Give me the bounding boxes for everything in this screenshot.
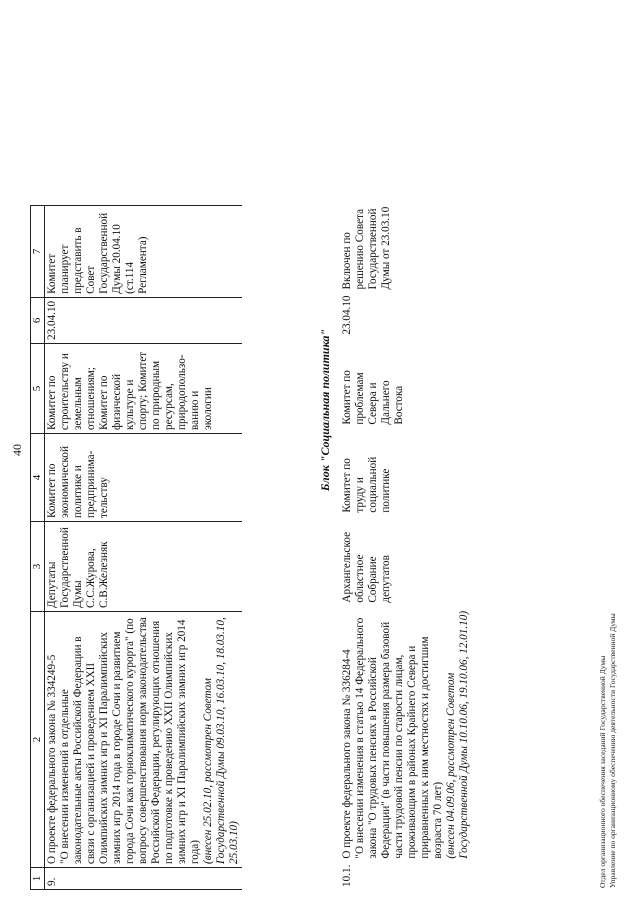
footer <box>598 613 618 888</box>
initiator-cell: Архангельское областное Собрание депутатов <box>341 531 392 603</box>
co-executors-cell: Комитет по проблемам Севера и Дальнего Востока <box>341 370 405 425</box>
bill-title: О проекте федерального закона № 334249-5 <box>45 654 58 864</box>
footer-line-2: Управление по организационному обеспечению деятельности Государственной Думы <box>608 613 618 888</box>
date-cell: 23.04.10 <box>44 297 241 343</box>
table-row <box>340 200 472 890</box>
agenda-table-continued <box>340 200 472 890</box>
bill-title: О проекте федерального закона № 336284-4 <box>341 649 353 859</box>
responsible-committee-cell: Комитет по труду и социальной политике <box>341 456 392 513</box>
bill-note: (внесен 04.09.06, рассмотрен Советом Государственной Думы 10.10.06, 19.10.06, 12.01.10) <box>444 610 470 859</box>
initiator-cell: Депутаты Государственной Думы С.С.Журова, С.В.Железняк <box>44 522 241 612</box>
bill-note: (внесен 25.02.10, рассмотрен Советом Государственной Думы 09.03.10, 16.03.10, 18.03.10, 25.03.10) <box>201 617 240 864</box>
row-number: 9. <box>44 868 241 890</box>
remarks-cell: Включен по решению Совета Государственной Думы от 23.03.10 <box>341 206 392 290</box>
header-col-4: 4 <box>31 434 45 522</box>
remarks-cell: Комитет планирует представить в Совет Государственной Думы 20.04.10 (ст.114 Регламента) <box>44 205 241 297</box>
date-cell: 23.04.10 <box>341 295 353 335</box>
table-header-row <box>31 205 45 889</box>
header-col-2: 2 <box>31 612 45 868</box>
header-col-6: 6 <box>31 297 45 343</box>
agenda-table <box>30 205 242 890</box>
header-col-3: 3 <box>31 522 45 612</box>
bill-cell <box>44 612 241 868</box>
co-executors-cell: Комитет по строительству и земельным отношениям; Комитет по физической культуре и спорту; Комитет по природным ресурсам, природопользо-ванию и экологии <box>44 344 241 434</box>
page-number: 40 <box>10 444 24 456</box>
header-col-1: 1 <box>31 868 45 890</box>
responsible-committee-cell: Комитет по экономической политике и предпринима-тельству <box>44 434 241 522</box>
block-heading: Блок "Социальная политика" <box>318 328 332 492</box>
footer-line-1: Отдел организационного обеспечения заседаний Государственной Думы <box>598 655 607 888</box>
row-number: 10.1. <box>341 864 353 887</box>
bill-description: "О внесении изменений в отдельные законодательные акты Российской Федерации в связи с организацией и проведением XXII Олимпийских зимних игр и XI Паралимпийских зимних игр 2014 года в городе Сочи и развитием города Сочи как горноклиматического курорта" (по вопросу совершенствования норм законодательства Российской Федерации, регулирующих отношения по подготовке к проведению XXII Олимпийских зимних игр и XI Паралимпийских зимних игр 2014 года) <box>58 617 201 864</box>
header-col-7: 7 <box>31 205 45 297</box>
bill-cell <box>340 606 472 862</box>
table-row <box>44 205 241 889</box>
header-col-5: 5 <box>31 344 45 434</box>
bill-description: "О внесении изменения в статью 14 Федерального закона "О трудовых пенсиях в Российской Федерации" (в части повышения размера базовой части трудовой пенсии по старости лицам, проживающим в районах Крайнего Севера и приравненных к ним местностях и достигшим возраста 70 лет) <box>353 617 444 859</box>
